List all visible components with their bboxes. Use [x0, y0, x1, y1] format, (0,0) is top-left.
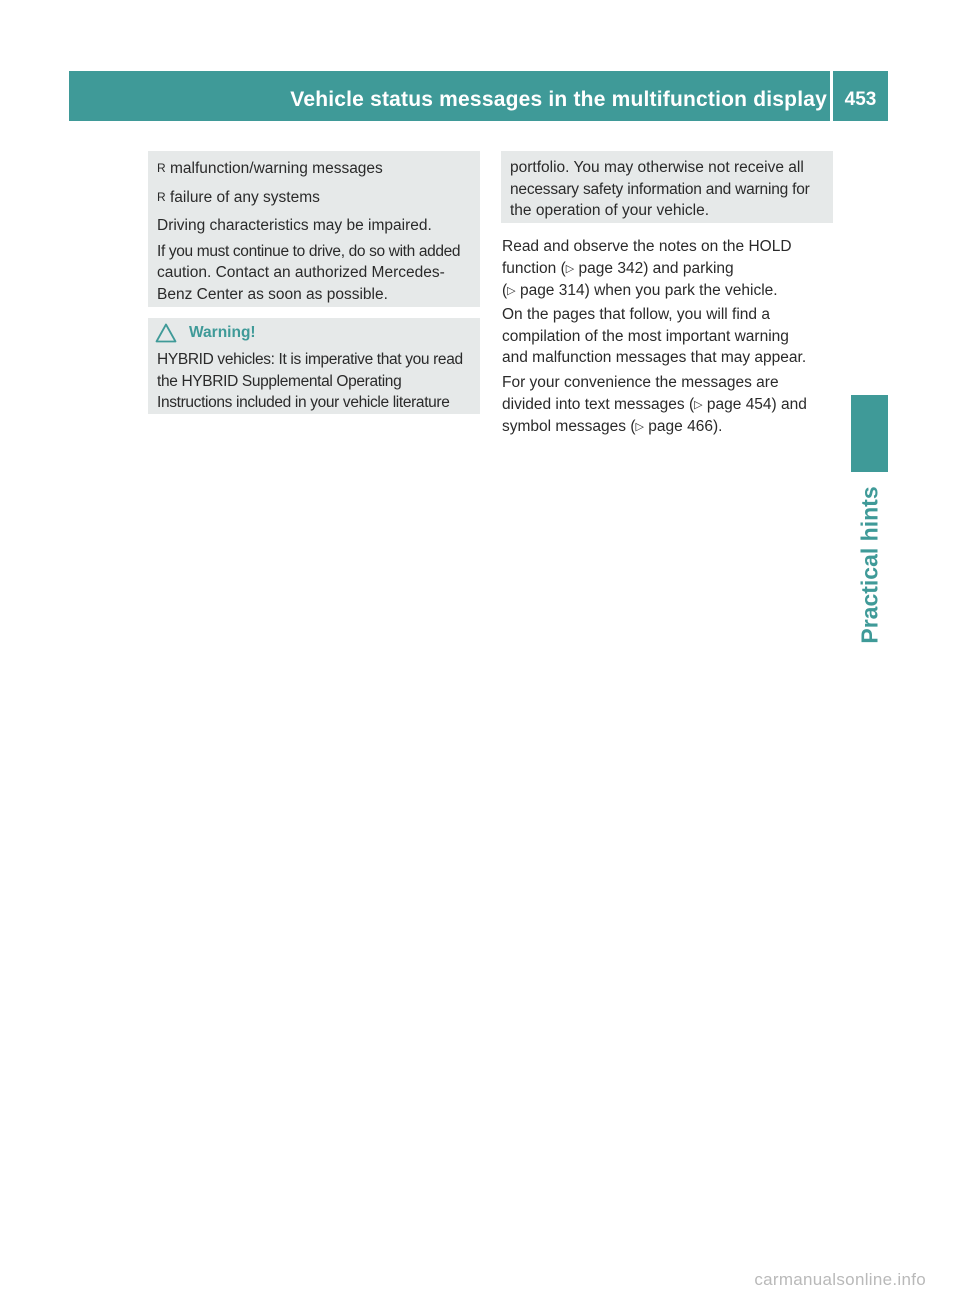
info-line: Driving characteristics may be impaired. [157, 217, 432, 235]
warning-line: the operation of your vehicle. [510, 202, 710, 220]
page-ref-arrow-icon: ▷ [507, 285, 516, 298]
warning-triangle-icon [155, 323, 177, 343]
page-ref-link[interactable]: page 342) and parking [574, 259, 734, 277]
page-ref-link[interactable]: page 466). [643, 418, 723, 436]
page-ref-link[interactable]: page 454) and [702, 395, 807, 413]
info-line: If you must continue to drive, do so with added [157, 242, 461, 260]
page-ref-arrow-icon: ▷ [565, 262, 575, 275]
warning-line: HYBRID vehicles: It is imperative that you read [157, 351, 463, 368]
text-line: divided into text messages (▷ page 454) and [502, 395, 807, 413]
text-line: On the pages that follow, you will find a [502, 306, 770, 323]
warning-title: Warning! [189, 324, 256, 341]
text-line: and malfunction messages that may appear. [502, 349, 807, 367]
text-line: symbol messages (▷ page 466). [502, 418, 723, 436]
info-line: caution. Contact an authorized Mercedes- [157, 264, 445, 282]
text-line: For your convenience the messages are [502, 374, 779, 391]
text-line: (▷ page 314) when you park the vehicle. [502, 282, 778, 300]
page-ref-link[interactable]: page 314) when you park the vehicle. [515, 282, 778, 300]
warning-text [157, 349, 463, 414]
list-item: R failure of any systems [157, 187, 460, 209]
text-line: compilation of the most important warning [502, 327, 789, 345]
paragraph-compilation [502, 304, 806, 369]
continued-warning-text [510, 157, 810, 222]
list-item: R malfunction/warning messages [157, 158, 460, 180]
paragraph-hold-parking [502, 236, 792, 303]
warning-line: the HYBRID Supplemental Operating [157, 372, 402, 390]
warning-line: Instructions included in your vehicle literature [157, 394, 450, 412]
page-ref-arrow-icon: ▷ [694, 398, 703, 411]
paragraph-message-types [502, 372, 807, 439]
page-title: Vehicle status messages in the multifunction display [290, 88, 827, 111]
section-tab-marker [851, 395, 888, 472]
info-line: Benz Center as soon as possible. [157, 285, 388, 303]
warning-line: portfolio. You may otherwise not receive all [510, 159, 804, 176]
section-label: Practical hints [856, 486, 883, 644]
page-ref-arrow-icon: ▷ [635, 421, 644, 434]
info-box-text [157, 158, 460, 306]
warning-line: necessary safety information and warning for [510, 180, 810, 198]
page-number: 453 [844, 89, 877, 110]
footer-watermark: carmanualsonline.info [754, 1270, 926, 1289]
bullet-icon: R [157, 189, 166, 204]
text-line: function (▷ page 342) and parking [502, 259, 734, 277]
bullet-icon: R [157, 161, 166, 175]
text-line: Read and observe the notes on the HOLD [502, 238, 792, 255]
